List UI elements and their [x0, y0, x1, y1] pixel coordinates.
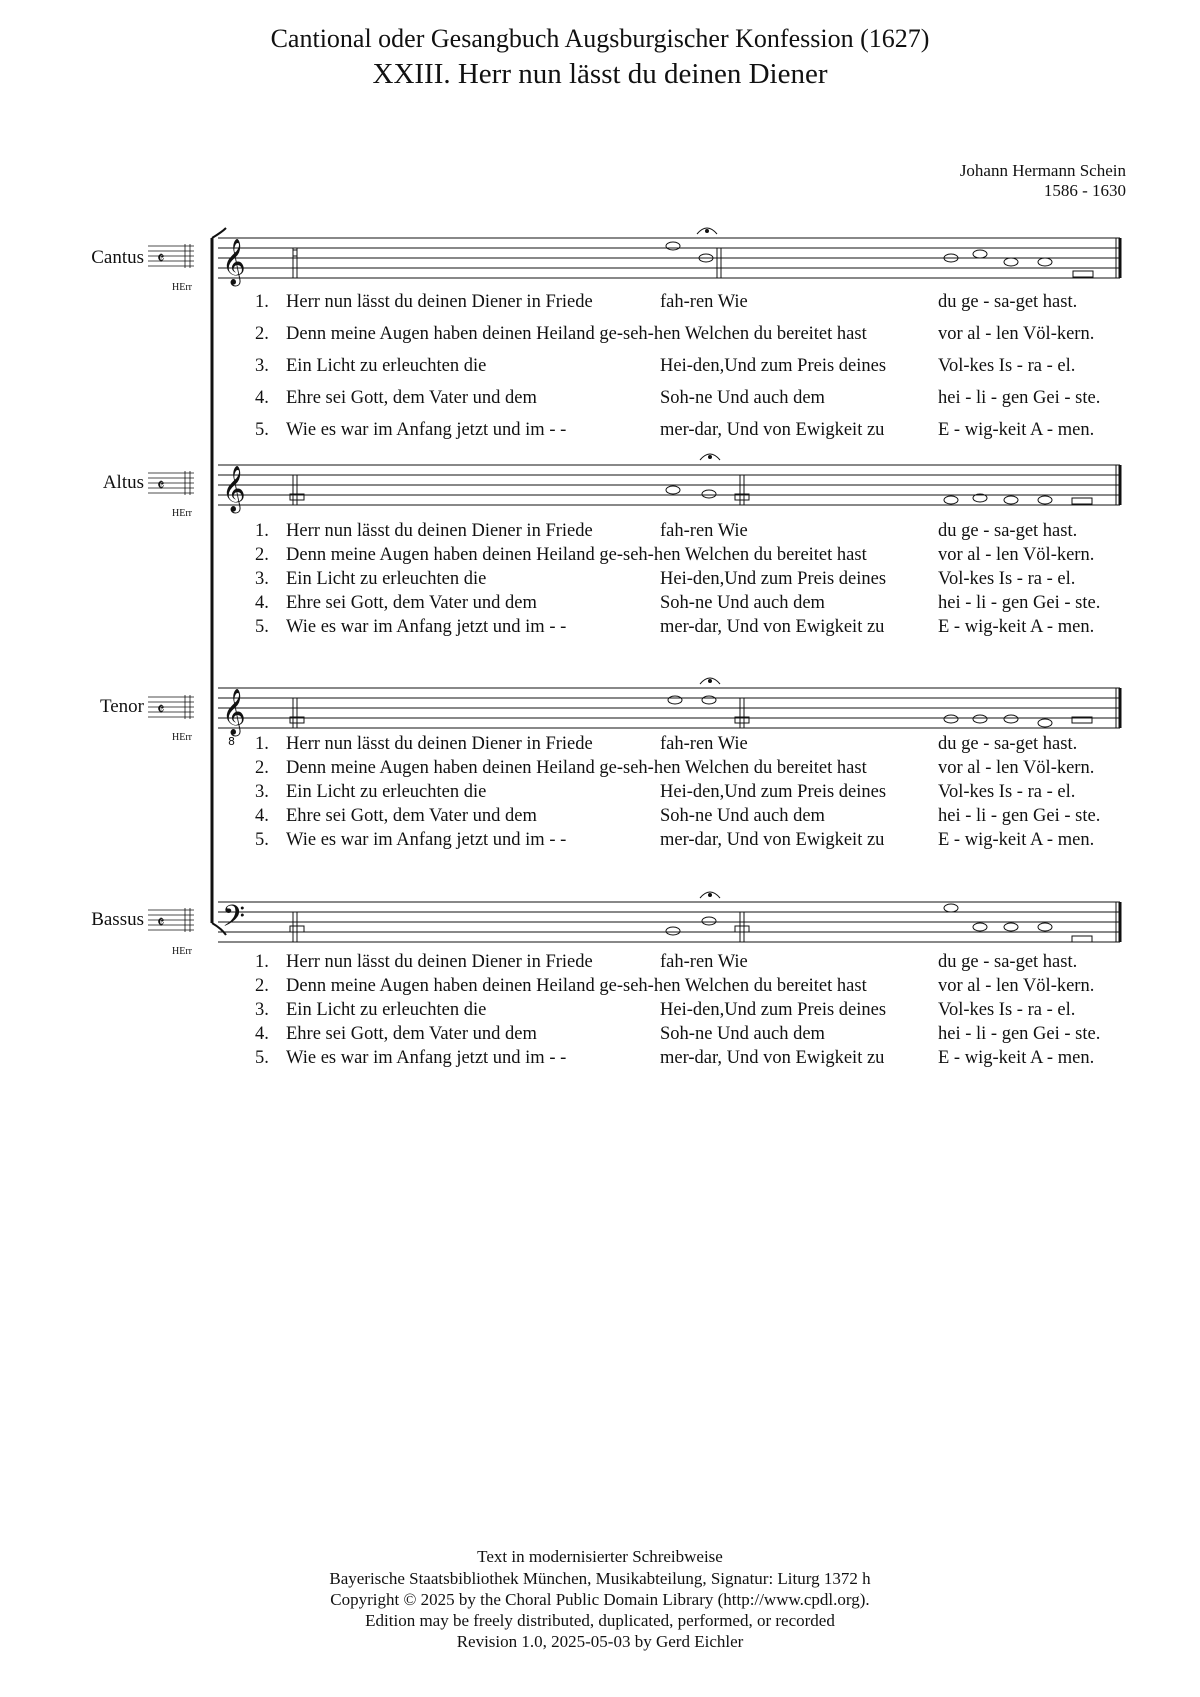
voice-name-tenor: Tenor — [99, 696, 144, 717]
treble-clef-icon: 𝄞 — [222, 689, 246, 735]
notes-altus — [290, 454, 1092, 505]
svg-text:𝄵: 𝄵 — [157, 249, 165, 269]
footer-copyright: Copyright © 2025 by the Choral Public Domain Library (http://www.cpdl.org). — [330, 1590, 870, 1609]
svg-text:𝄵: 𝄵 — [157, 913, 165, 933]
incipit-staves — [148, 244, 194, 932]
incipit-marking: HErr — [172, 282, 192, 293]
staff-bassus — [218, 902, 1120, 942]
piece-title: XXIII. Herr nun lässt du deinen Diener — [372, 58, 828, 90]
svg-text:𝄵: 𝄵 — [157, 700, 165, 720]
treble-clef-icon: 𝄞 — [222, 239, 246, 285]
treble-clef-icon: 𝄞 — [222, 466, 246, 512]
composer-name: Johann Hermann Schein — [959, 161, 1126, 180]
incipit-marking: HErr — [172, 508, 192, 519]
collection-title: Cantional oder Gesangbuch Augsburgischer Konfession (1627) — [270, 24, 930, 53]
notes-cantus — [293, 228, 1093, 278]
voice-name-altus: Altus — [102, 472, 144, 493]
svg-text:8: 8 — [228, 735, 235, 748]
composer-dates: 1586 - 1630 — [1043, 181, 1126, 200]
voice-name-cantus: Cantus — [91, 247, 144, 268]
voice-name-bassus: Bassus — [91, 909, 144, 930]
footer-source: Bayerische Staatsbibliothek München, Musikabteilung, Signatur: Liturg 1372 h — [329, 1569, 871, 1588]
incipit-marking: HErr — [172, 732, 192, 743]
staff-altus — [218, 465, 1120, 505]
staff-cantus — [218, 238, 1120, 278]
notes-tenor — [290, 678, 1092, 728]
notes-bassus — [290, 892, 1092, 942]
footer-credits — [0, 1568, 1200, 1652]
incipit-marking: HErr — [172, 946, 192, 957]
footer-note: Text in modernisierter Schreibweise — [477, 1547, 723, 1566]
bass-clef-icon: 𝄢 — [222, 900, 246, 941]
footer-revision: Revision 1.0, 2025-05-03 by Gerd Eichler — [456, 1632, 744, 1651]
svg-text:𝄵: 𝄵 — [157, 476, 165, 496]
footer-license: Edition may be freely distributed, duplicated, performed, or recorded — [365, 1611, 835, 1630]
